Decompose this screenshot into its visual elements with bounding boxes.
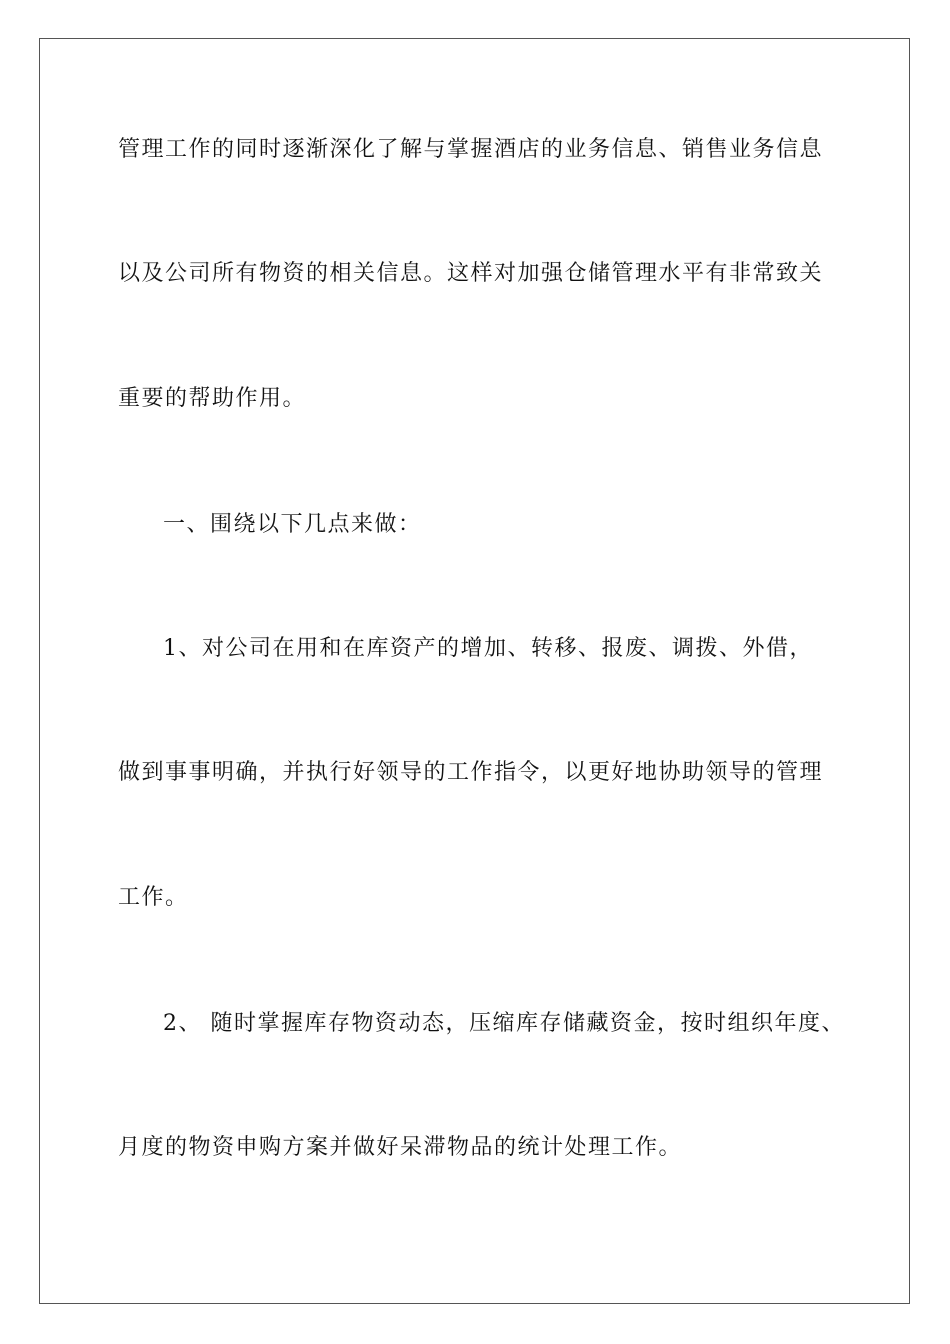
paragraph-line: 月度的物资申购方案并做好呆滞物品的统计处理工作。 [118,1135,683,1160]
paragraph-line: 重要的帮助作用。 [118,386,307,411]
page-border [39,38,910,1304]
paragraph-line: 做到事事明确，并执行好领导的工作指令，以更好地协助领导的管理 [118,760,824,785]
section-heading: 一、围绕以下几点来做： [163,512,422,537]
paragraph-line: 以及公司所有物资的相关信息。这样对加强仓储管理水平有非常致关 [118,261,824,286]
list-item-2: 2、 随时掌握库存物资动态，压缩库存储藏资金，按时组织年度、 [163,1011,845,1036]
list-item-1: 1、对公司在用和在库资产的增加、转移、报废、调拨、外借， [163,636,813,661]
paragraph-line: 管理工作的同时逐渐深化了解与掌握酒店的业务信息、销售业务信息 [118,137,824,162]
paragraph-line: 工作。 [118,885,189,910]
